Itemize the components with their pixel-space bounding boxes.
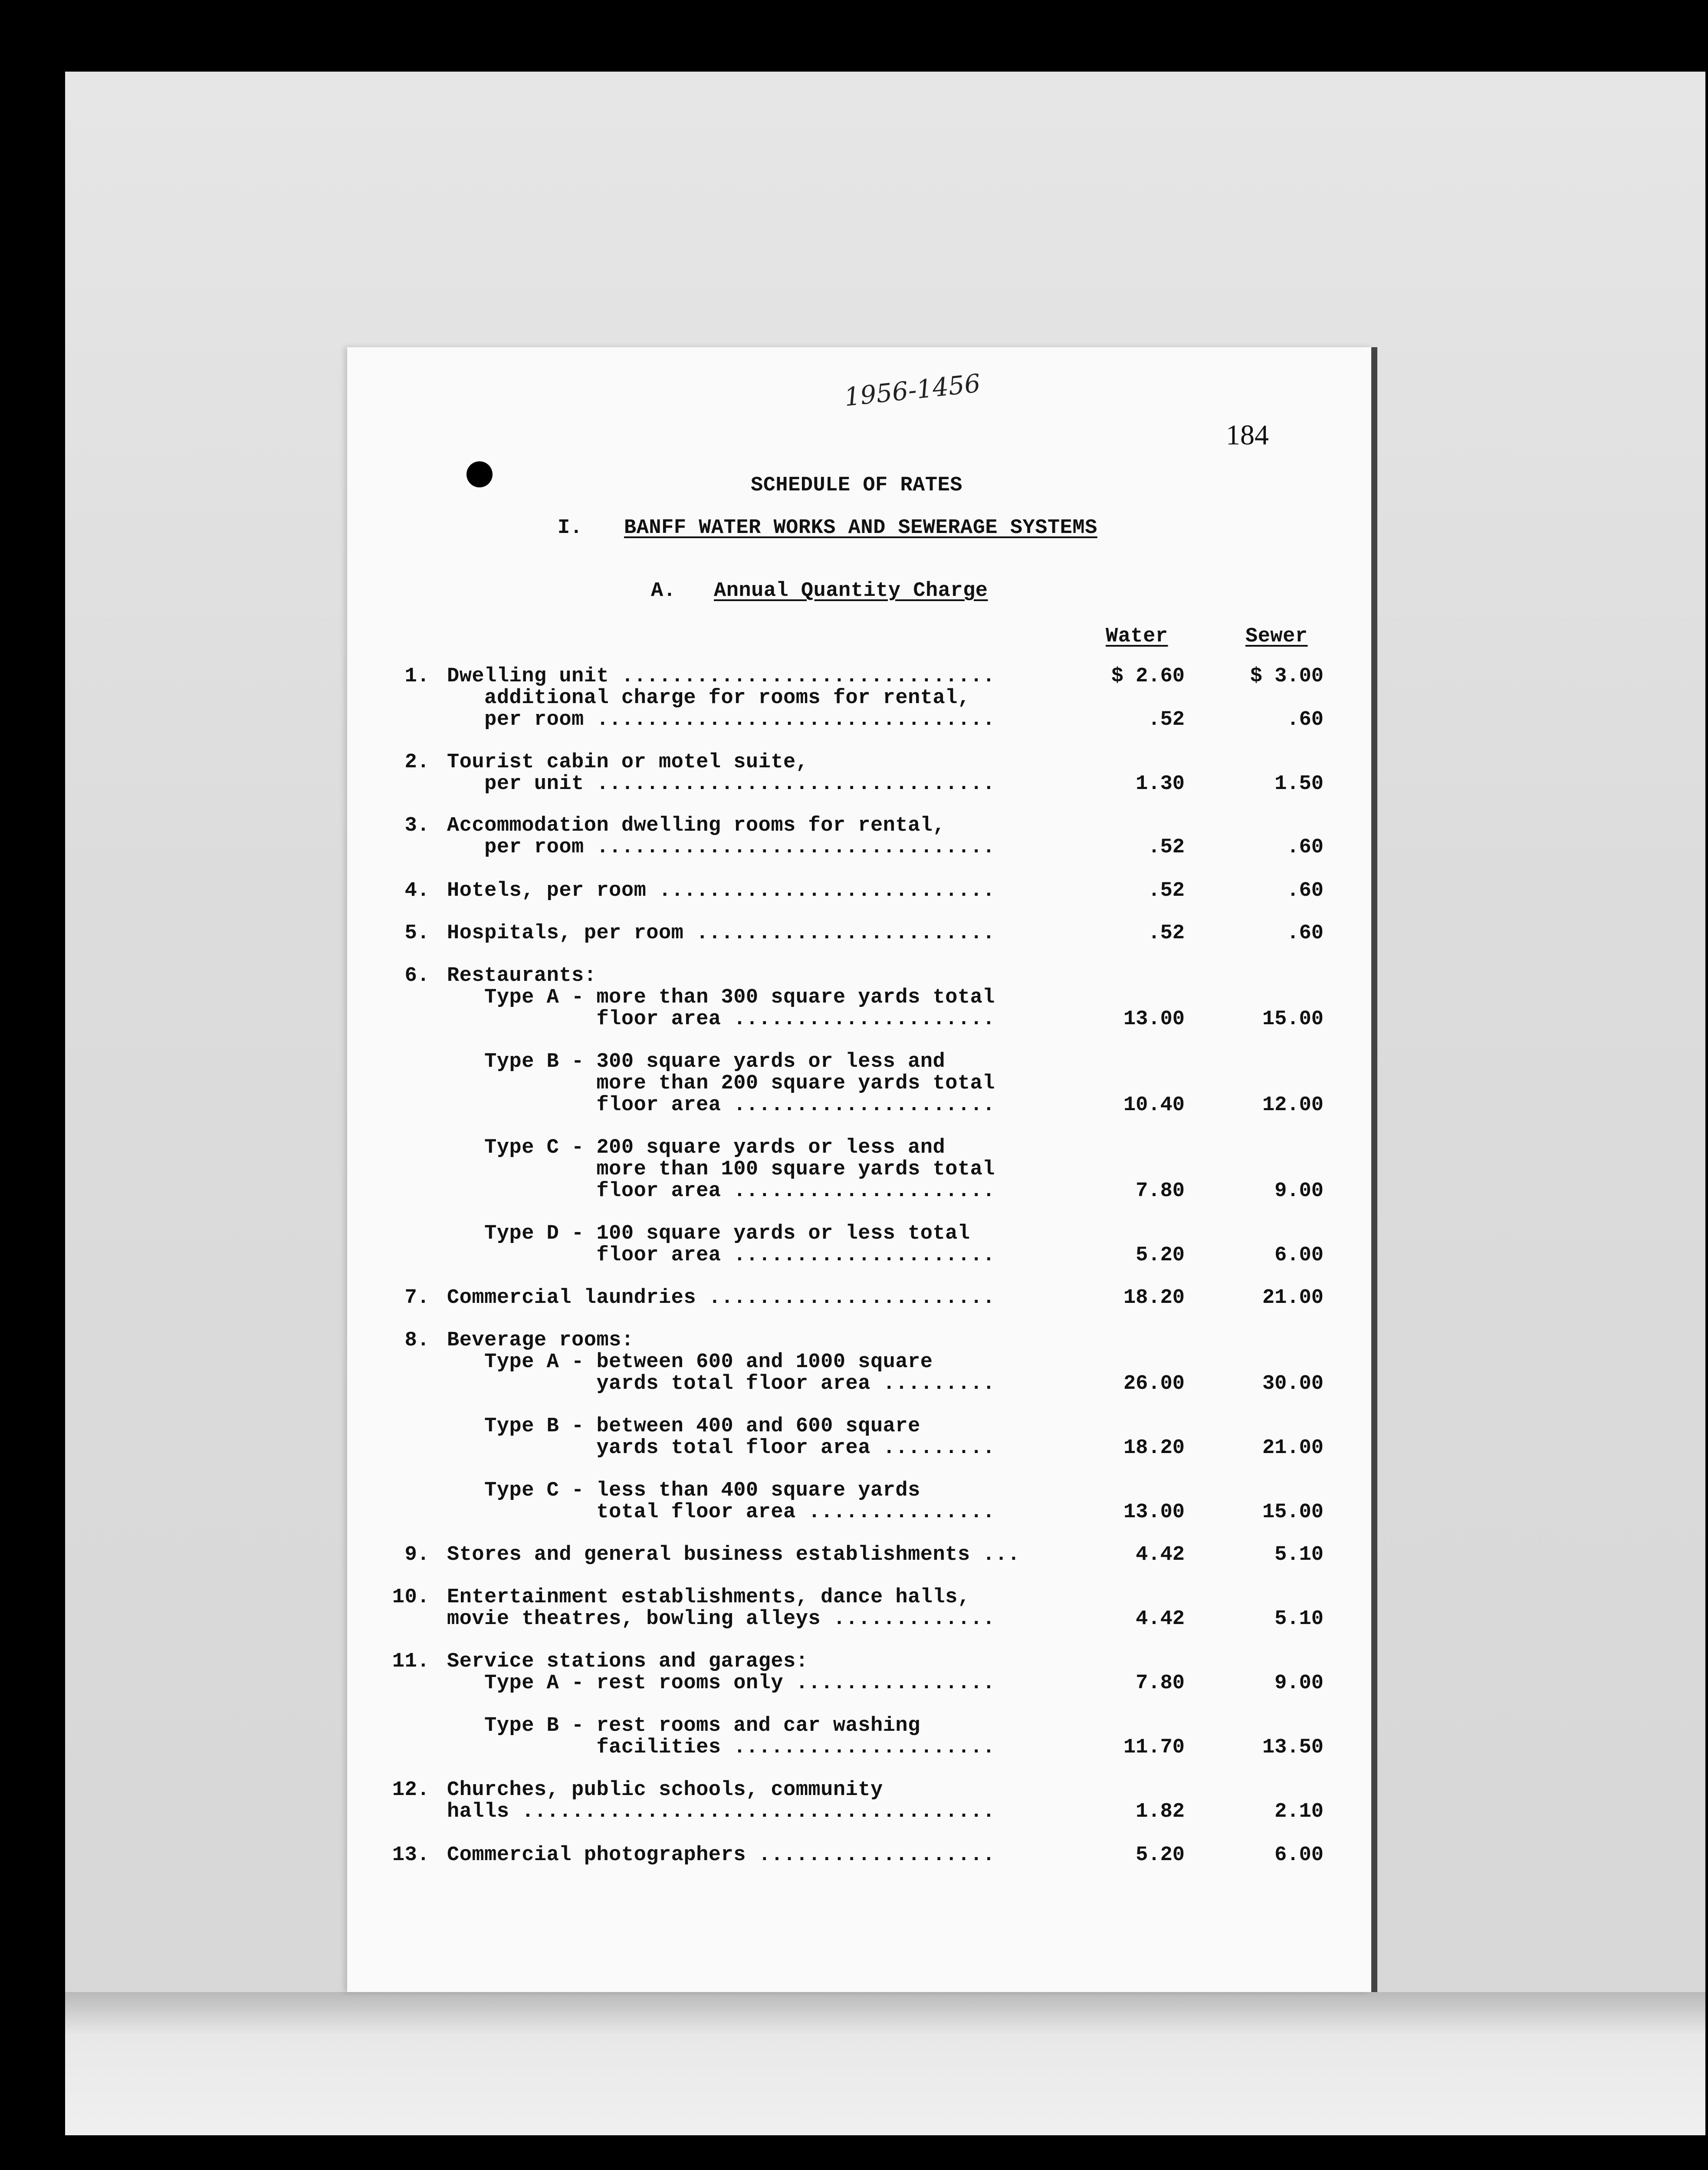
sewer-rate: .60 (1287, 879, 1324, 902)
sewer-rate: 21.00 (1262, 1437, 1324, 1460)
sewer-rate: .60 (1287, 922, 1324, 945)
sewer-rate: 9.00 (1274, 1672, 1324, 1695)
water-rate: 18.20 (1123, 1437, 1185, 1460)
item-description: Type C - less than 400 square yards (447, 1479, 920, 1502)
water-rate: 7.80 (1136, 1180, 1185, 1203)
item-description: Restaurants: (447, 964, 597, 987)
sewer-rate: 2.10 (1274, 1800, 1324, 1823)
item-description: yards total floor area ......... (447, 1372, 995, 1395)
handwritten-note: 1956-1456 (843, 368, 982, 412)
microfilm-lower-band (65, 1992, 1705, 2135)
page-number: 184 (1226, 419, 1269, 451)
item-description: Commercial photographers ................... (447, 1844, 995, 1867)
item-description: Entertainment establishments, dance halls, (447, 1586, 970, 1609)
sewer-rate: .60 (1287, 836, 1324, 859)
sewer-rate: 5.10 (1274, 1608, 1324, 1631)
sewer-rate: 13.50 (1262, 1736, 1324, 1759)
item-description: Type D - 100 square yards or less total (447, 1222, 970, 1245)
item-description: Dwelling unit .............................. (447, 665, 995, 688)
sewer-rate: 21.00 (1262, 1286, 1324, 1309)
item-description: Commercial laundries ....................... (447, 1286, 995, 1309)
item-description: Type B - 300 square yards or less and (447, 1050, 946, 1073)
section-title: BANFF WATER WORKS AND SEWERAGE SYSTEMS (624, 516, 1097, 539)
item-description: Stores and general business establishments ... (447, 1543, 1020, 1566)
item-description: total floor area ............... (447, 1501, 995, 1524)
water-rate: 4.42 (1136, 1608, 1185, 1631)
item-description: Type A - between 600 and 1000 square (447, 1351, 933, 1374)
item-number: 11. (392, 1650, 430, 1673)
water-rate: $ 2.60 (1111, 665, 1185, 688)
water-rate: 18.20 (1123, 1286, 1185, 1309)
item-description: more than 100 square yards total (447, 1158, 995, 1181)
item-description: more than 200 square yards total (447, 1072, 995, 1095)
item-number: 2. (404, 751, 430, 774)
item-description: Beverage rooms: (447, 1329, 634, 1352)
water-rate: 11.70 (1123, 1736, 1185, 1759)
item-description: floor area ..................... (447, 1008, 995, 1031)
item-description: Accommodation dwelling rooms for rental, (447, 814, 946, 837)
item-description: Type B - between 400 and 600 square (447, 1415, 920, 1438)
water-rate: 1.30 (1136, 773, 1185, 796)
item-description: Type A - rest rooms only ................ (447, 1672, 995, 1695)
item-number: 10. (392, 1586, 430, 1609)
item-description: Type B - rest rooms and car washing (447, 1714, 920, 1737)
item-description: facilities ..................... (447, 1736, 995, 1759)
item-description: yards total floor area ......... (447, 1437, 995, 1460)
item-description: halls ...................................... (447, 1800, 995, 1823)
subsection-letter: A. (651, 579, 676, 602)
document-title: SCHEDULE OF RATES (751, 474, 962, 497)
item-number: 13. (392, 1844, 430, 1867)
water-rate: 13.00 (1123, 1008, 1185, 1031)
sewer-rate: 1.50 (1274, 773, 1324, 796)
section-number: I. (558, 516, 583, 539)
item-description: Hospitals, per room ........................ (447, 922, 995, 945)
item-description: Type C - 200 square yards or less and (447, 1136, 946, 1159)
water-rate: .52 (1148, 836, 1185, 859)
water-rate: .52 (1148, 708, 1185, 731)
subsection-title: Annual Quantity Charge (714, 579, 988, 602)
item-description: per room ................................ (447, 836, 995, 859)
item-description: floor area ..................... (447, 1180, 995, 1203)
item-number: 4. (404, 879, 430, 902)
item-description: Churches, public schools, community (447, 1779, 883, 1802)
item-description: per unit ................................ (447, 773, 995, 796)
water-rate: .52 (1148, 922, 1185, 945)
punch-hole (466, 461, 493, 487)
sewer-rate: 6.00 (1274, 1244, 1324, 1267)
sewer-rate: 5.10 (1274, 1543, 1324, 1566)
item-number: 9. (404, 1543, 430, 1566)
sewer-rate: 9.00 (1274, 1180, 1324, 1203)
item-number: 5. (404, 922, 430, 945)
water-rate: 26.00 (1123, 1372, 1185, 1395)
item-description: floor area ..................... (447, 1244, 995, 1267)
item-description: additional charge for rooms for rental, (447, 687, 970, 710)
water-rate: 13.00 (1123, 1501, 1185, 1524)
item-description: per room ................................ (447, 708, 995, 731)
water-rate: 7.80 (1136, 1672, 1185, 1695)
item-number: 6. (404, 964, 430, 987)
water-rate: 10.40 (1123, 1094, 1185, 1117)
item-number: 7. (404, 1286, 430, 1309)
item-number: 8. (404, 1329, 430, 1352)
water-rate: 5.20 (1136, 1244, 1185, 1267)
water-rate: 5.20 (1136, 1844, 1185, 1867)
water-rate: .52 (1148, 879, 1185, 902)
item-number: 3. (404, 814, 430, 837)
sewer-rate: 30.00 (1262, 1372, 1324, 1395)
sewer-rate: 15.00 (1262, 1501, 1324, 1524)
item-description: floor area ..................... (447, 1094, 995, 1117)
item-description: Type A - more than 300 square yards total (447, 986, 995, 1009)
sewer-column-header: Sewer (1245, 625, 1308, 648)
item-description: Hotels, per room ........................... (447, 879, 995, 902)
item-description: Tourist cabin or motel suite, (447, 751, 808, 774)
item-description: movie theatres, bowling alleys ............. (447, 1608, 995, 1631)
item-number: 1. (404, 665, 430, 688)
water-rate: 4.42 (1136, 1543, 1185, 1566)
sewer-rate: .60 (1287, 708, 1324, 731)
item-number: 12. (392, 1779, 430, 1802)
sewer-rate: 15.00 (1262, 1008, 1324, 1031)
sewer-rate: 12.00 (1262, 1094, 1324, 1117)
water-column-header: Water (1106, 625, 1168, 648)
water-rate: 1.82 (1136, 1800, 1185, 1823)
sewer-rate: $ 3.00 (1250, 665, 1324, 688)
item-description: Service stations and garages: (447, 1650, 808, 1673)
sewer-rate: 6.00 (1274, 1844, 1324, 1867)
